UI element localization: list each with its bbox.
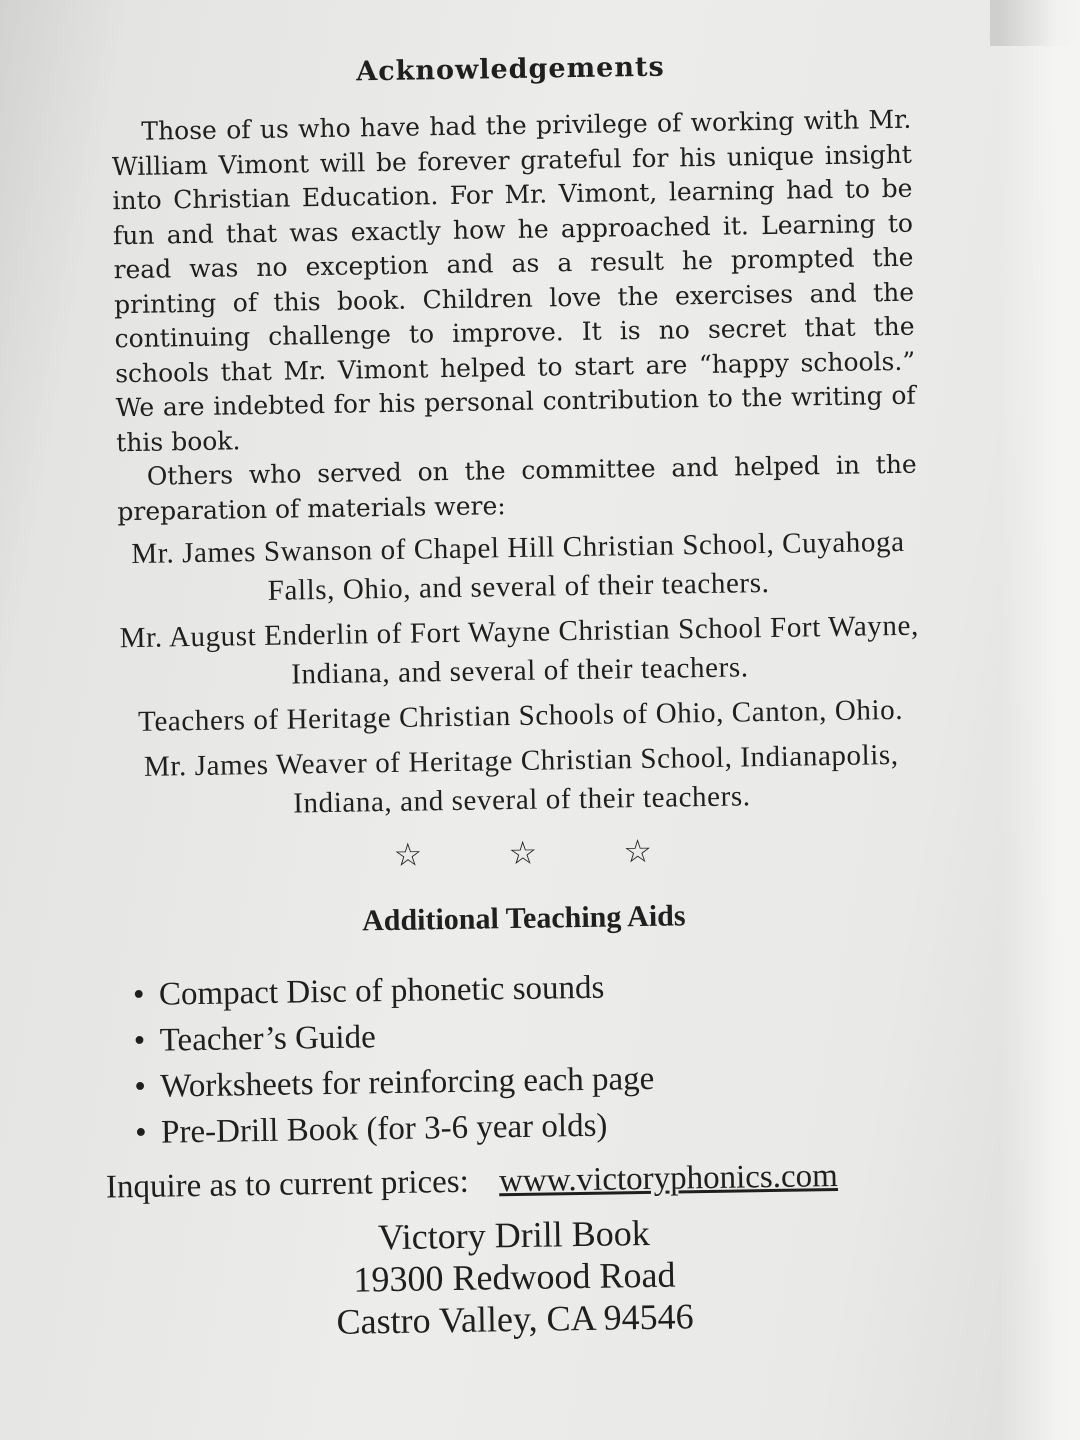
contributor-entry: Mr. James Weaver of Heritage Christian School, Indianapolis, Indiana, and several of their teachers. — [143, 738, 899, 820]
committee-intro-paragraph: Others who served on the committee and helped in the preparation of materials were: — [117, 449, 917, 526]
list-item-label: Pre-Drill Book (for 3-6 year olds) — [160, 1107, 608, 1151]
bullet-icon: • — [133, 1022, 146, 1060]
teaching-aids-list — [91, 960, 928, 1157]
bullet-icon: • — [134, 1114, 147, 1152]
acknowledgements-title: Acknowledgements — [356, 51, 665, 88]
list-item-label: Teacher’s Guide — [159, 1019, 377, 1059]
contributor-entry: Teachers of Heritage Christian Schools of Ohio, Canton, Ohio. — [137, 693, 904, 738]
contributors-list — [118, 523, 922, 827]
bullet-icon: • — [132, 976, 145, 1014]
contributor-entry: Mr. James Swanson of Chapel Hill Christian School, Cuyahoga Falls, Ohio, and several of their teachers. — [131, 525, 905, 607]
star-divider-icon: ☆ ☆ ☆ — [393, 831, 691, 874]
address-city: Castro Valley, CA 94546 — [336, 1296, 694, 1342]
website-link[interactable]: www.victoryphonics.com — [498, 1157, 839, 1200]
inquire-label: Inquire as to current prices: — [105, 1163, 470, 1206]
book-page — [105, 34, 931, 1386]
list-item-label: Worksheets for reinforcing each page — [160, 1060, 655, 1105]
list-item-label: Compact Disc of phonetic sounds — [158, 969, 605, 1013]
acknowledgements-paragraph: Those of us who have had the privilege of working with Mr. William Vimont will be forever grateful for his unique insight into Christian Education. For Mr. Vimont, learning had to be fun and that was exactly how he approached it. Learning to read was no exception and as a result he prompted the printing of this book. Children love the exercises and the continuing challenge to improve. It is no secret that the schools that Mr. Vimont helped to start are “happy schools.” We are indebted for his personal contribution to the writing of this book. — [111, 104, 916, 457]
page-edge — [1000, 0, 1080, 1440]
address-street: 19300 Redwood Road — [353, 1254, 676, 1300]
bullet-icon: • — [134, 1068, 147, 1106]
address-name: Victory Drill Book — [377, 1212, 650, 1258]
teaching-aids-title: Additional Teaching Aids — [361, 899, 686, 938]
mailing-address — [98, 1208, 930, 1347]
contributor-entry: Mr. August Enderlin of Fort Wayne Christian School Fort Wayne, Indiana, and several of their teachers. — [119, 609, 920, 691]
inquire-line — [106, 1152, 929, 1211]
